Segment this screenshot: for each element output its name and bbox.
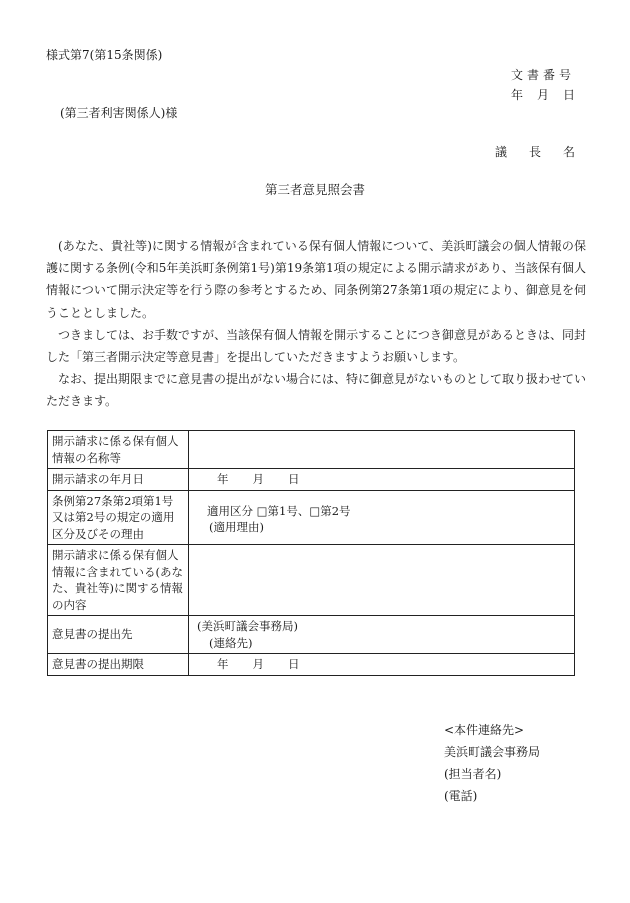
body-paragraph-2: つきましては、お手数ですが、当該保有個人情報を開示することにつき御意見があるときは、同封した「第三者開示決定等意見書」を提出していただきますようお願いします。: [46, 327, 586, 365]
contact-person: (担当者名): [444, 767, 502, 781]
deadline-year: 年: [217, 657, 229, 671]
classification-checkboxes: 適用区分 □第1号、□第2号: [207, 503, 351, 518]
table-row: [48, 469, 575, 491]
row-value-info-content: [189, 545, 575, 616]
contact-block: [444, 719, 540, 807]
row-label-deadline: 意見書の提出期限: [48, 654, 189, 676]
issue-date: [497, 86, 575, 103]
form-number: 様式第7(第15条関係): [46, 48, 163, 62]
table-row: [48, 490, 575, 545]
row-value-classification: [189, 490, 575, 545]
row-value-submit-to: [189, 616, 575, 654]
request-month: 月: [252, 472, 264, 486]
request-day: 日: [288, 472, 300, 486]
row-label-submit-to: 意見書の提出先: [48, 616, 189, 654]
chair-char-3: 名: [562, 145, 575, 159]
classification-reason: (適用理由): [209, 520, 264, 534]
contact-phone: (電話): [444, 789, 478, 803]
row-value-deadline: [189, 654, 575, 676]
date-month: 月: [536, 88, 549, 102]
document-number-label: 文書番号: [510, 68, 575, 82]
chair-char-2: 長: [528, 145, 541, 159]
contact-office: 美浜町議会事務局: [444, 745, 541, 759]
addressee: (第三者利害関係人)様: [60, 106, 178, 120]
body-paragraph-1: (あなた、貴社等)に関する情報が含まれている保有個人情報について、美浜町議会の個人情報の保護に関する条例(令和5年美浜町条例第1号)第19条第1項の規定による開示請求があり、当該保有個人情報について開示決定等を行う際の参考とするため、同条例第27条第1項の規定により、御意見を伺うこととしました。: [46, 239, 586, 320]
body-text: [46, 235, 586, 413]
deadline-month: 月: [252, 657, 264, 671]
document-title: 第三者意見照会書: [264, 182, 365, 197]
contact-heading: <本件連絡先>: [444, 723, 525, 737]
submit-office: (美浜町議会事務局): [197, 619, 298, 633]
body-paragraph-3: なお、提出期限までに意見書の提出がない場合には、特に御意見がないものとして取り扱わせていただきます。: [46, 372, 587, 409]
date-year: 年: [510, 88, 523, 102]
table-row: [48, 654, 575, 676]
table-row: [48, 545, 575, 616]
row-label-request-date: 開示請求の年月日: [48, 469, 189, 491]
chairperson-name: [473, 143, 575, 160]
row-label-info-content: 開示請求に係る保有個人情報に含まれている(あなた、貴社等)に関する情報の内容: [48, 545, 189, 616]
row-value-info-name: [189, 431, 575, 469]
deadline-day: 日: [288, 657, 300, 671]
table-row: [48, 616, 575, 654]
row-label-info-name: 開示請求に係る保有個人情報の名称等: [48, 431, 189, 469]
table-row: [48, 431, 575, 469]
row-value-request-date: [189, 469, 575, 491]
request-year: 年: [217, 472, 229, 486]
submit-contact: (連絡先): [209, 635, 253, 650]
chair-char-1: 議: [494, 145, 507, 159]
request-info-table: [47, 430, 575, 676]
date-day: 日: [562, 88, 575, 102]
row-label-classification: 条例第27条第2項第1号又は第2号の規定の適用区分及びその理由: [48, 490, 189, 545]
